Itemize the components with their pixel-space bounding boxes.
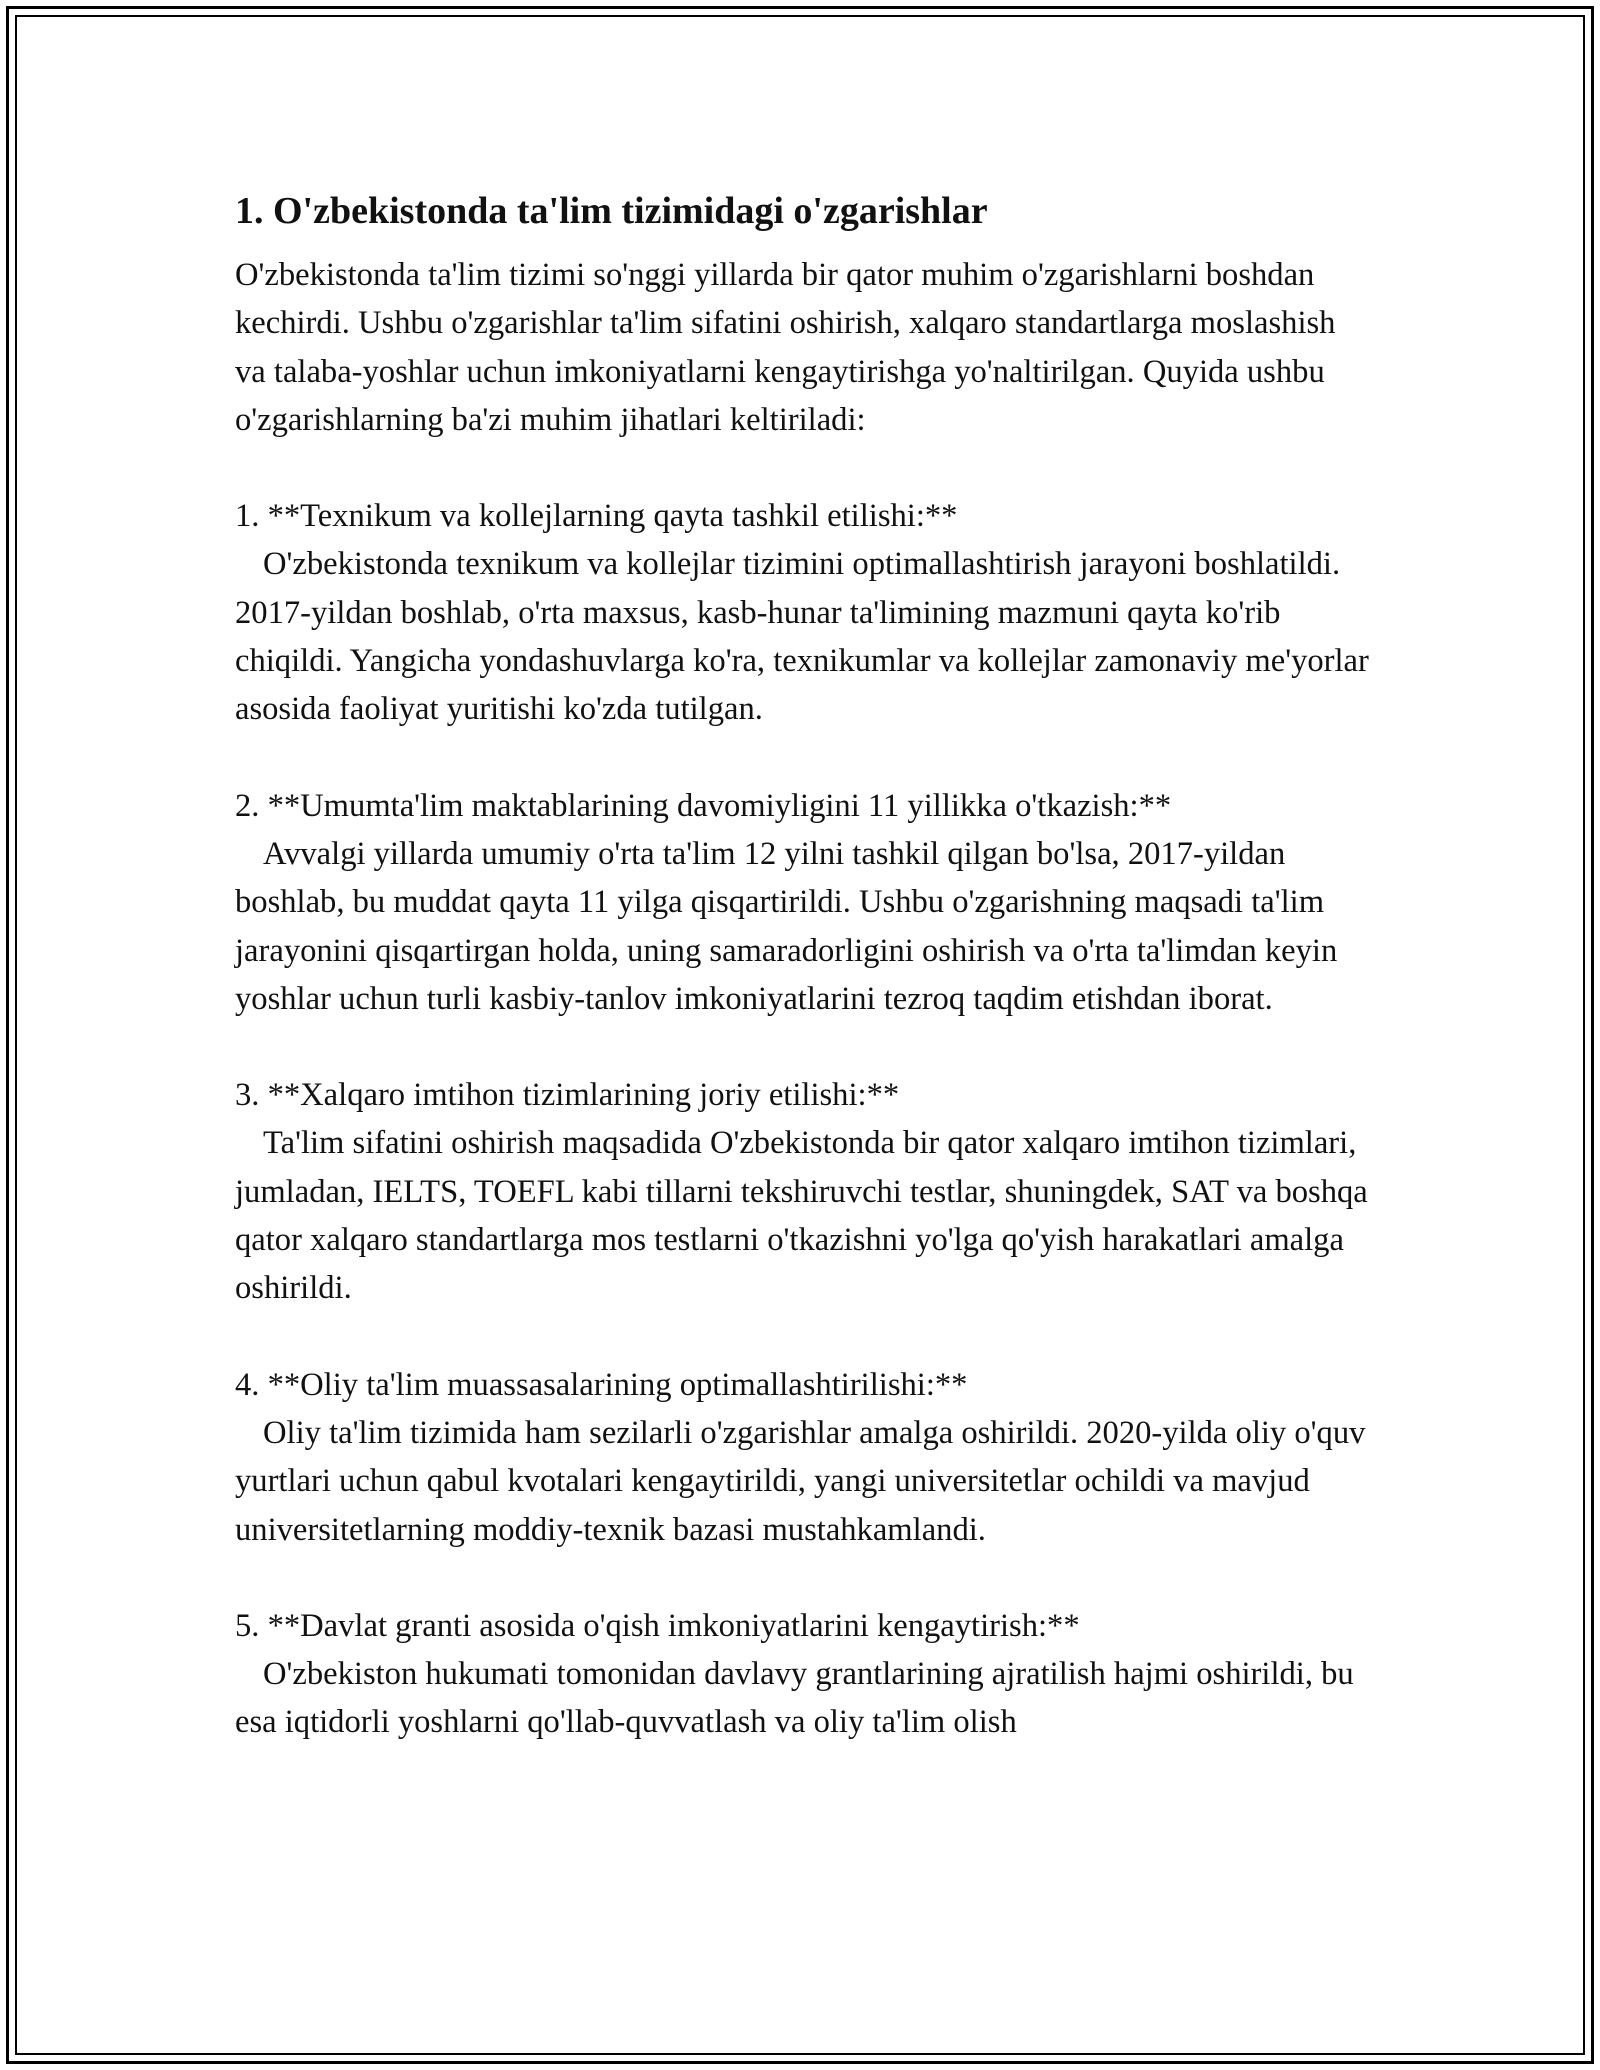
document-title: 1. O'zbekistonda ta'lim tizimidagi o'zgarishlar	[235, 190, 988, 232]
section-title: 5. **Davlat granti asosida o'qish imkoniyatlarini kengaytirish:**	[235, 1607, 1080, 1644]
section-2	[235, 782, 1370, 1023]
section-title: 2. **Umumta'lim maktablarining davomiyligini 11 yillikka o'tkazish:**	[235, 787, 1172, 824]
section-body: Ta'lim sifatini oshirish maqsadida O'zbekistonda bir qator xalqaro imtihon tizimlari, jumladan, IELTS, TOEFL kabi tillarni tekshiruvchi testlar, shuningdek, SAT va boshqa qator xalqaro standartlarga mos testlarni o'tkazishni yo'lga qo'yish harakatlari amalga oshirildi.	[235, 1125, 1368, 1307]
section-title: 1. **Texnikum va kollejlarning qayta tashkil etilishi:**	[235, 498, 958, 535]
section-body: O'zbekiston hukumati tomonidan davlavy grantlarining ajratilish hajmi oshirildi, bu esa iqtidorli yoshlarni qo'llab-quvvatlash va oliy ta'lim olish	[235, 1656, 1354, 1741]
section-1	[235, 492, 1370, 733]
section-3	[235, 1071, 1370, 1312]
section-body: O'zbekistonda texnikum va kollejlar tizimini optimallashtirish jarayoni boshlatildi. 2017-yildan boshlab, o'rta maxsus, kasb-hunar ta'limining mazmuni qayta ko'rib chiqildi. Yangicha yondashuvlarga ko'ra, texnikumlar va kollejlar zamonaviy me'yorlar asosida faoliyat yuritishi ko'zda tutilgan.	[235, 546, 1369, 728]
intro-paragraph: O'zbekistonda ta'lim tizimi so'nggi yillarda bir qator muhim o'zgarishlarni boshdan kechirdi. Ushbu o'zgarishlar ta'lim sifatini oshirish, xalqaro standartlarga moslashish va talaba-yoshlar uchun imkoniyatlarni kengaytirishga yo'naltirilgan. Quyida ushbu o'zgarishlarning ba'zi muhim jihatlari keltiriladi:	[235, 257, 1336, 438]
section-body: Oliy ta'lim tizimida ham sezilarli o'zgarishlar amalga oshirildi. 2020-yilda oliy o'quv yurtlari uchun qabul kvotalari kengaytirildi, yangi universitetlar ochildi va mavjud universitetlarning moddiy-texnik bazasi mustahkamlandi.	[235, 1414, 1366, 1548]
section-body: Avvalgi yillarda umumiy o'rta ta'lim 12 yilni tashkil qilgan bo'lsa, 2017-yildan boshlab, bu muddat qayta 11 yilga qisqartirildi. Ushbu o'zgarishning maqsadi ta'lim jarayonini qisqartirgan holda, uning samaradorligini oshirish va o'rta ta'limdan keyin yoshlar uchun turli kasbiy-tanlov imkoniyatlarini tezroq taqdim etishdan iborat.	[235, 835, 1338, 1017]
section-title: 3. **Xalqaro imtihon tizimlarining joriy etilishi:**	[235, 1077, 900, 1114]
section-4	[235, 1361, 1370, 1554]
document-content	[235, 187, 1370, 1795]
section-5	[235, 1602, 1370, 1747]
section-title: 4. **Oliy ta'lim muassasalarining optimallashtirilishi:**	[235, 1366, 968, 1403]
